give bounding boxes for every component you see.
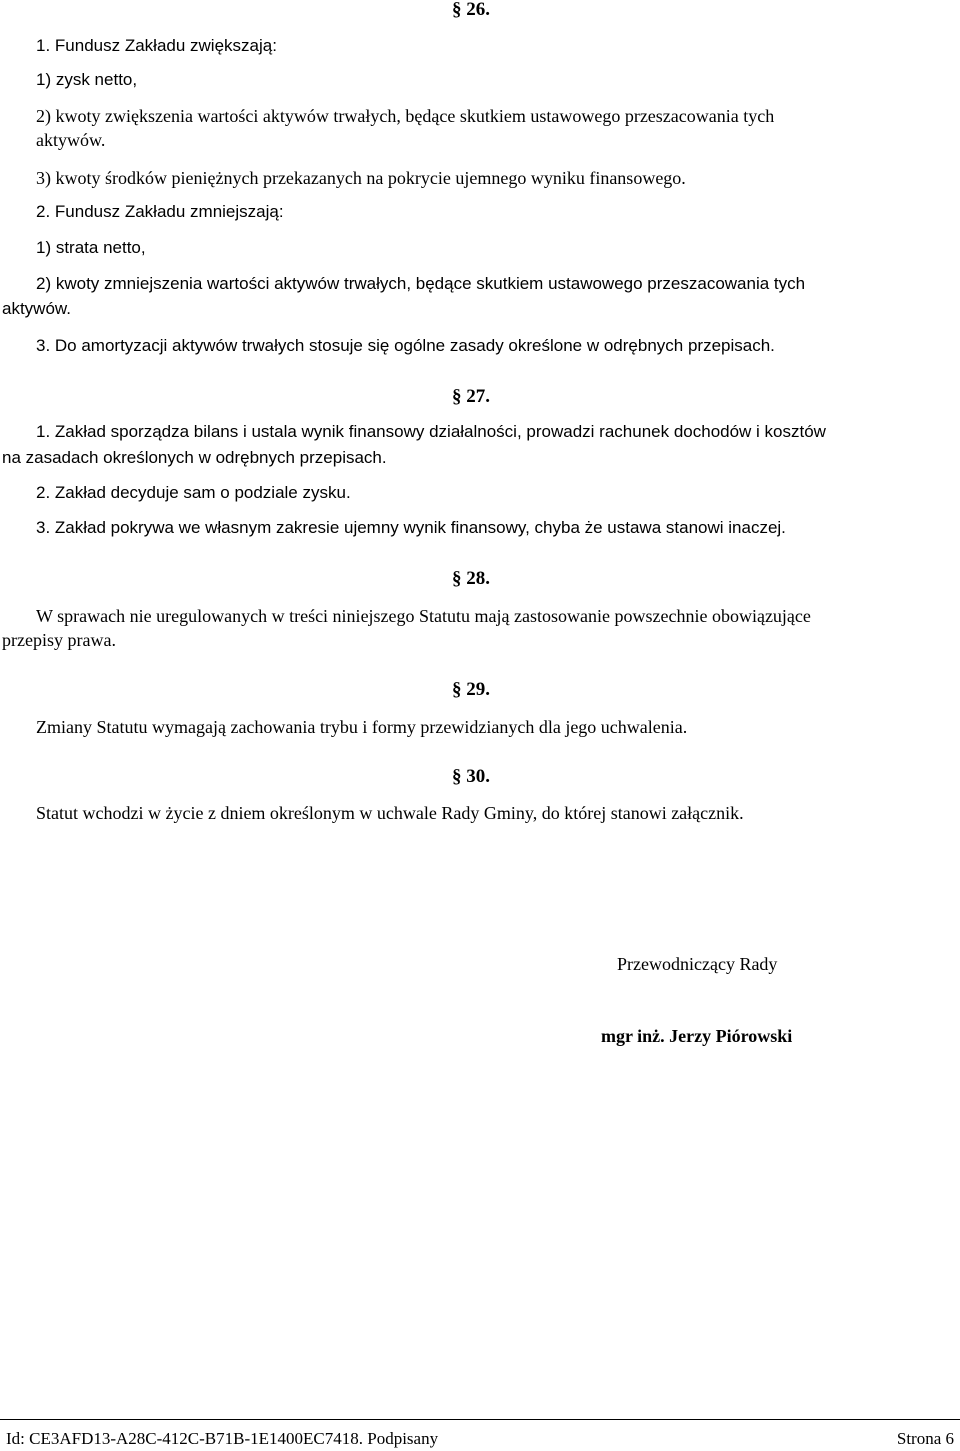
section-heading-27: § 27. [452, 386, 490, 407]
section-heading-26: § 26. [452, 0, 490, 20]
s26-point-2-title: 2. Fundusz Zakładu zmniejszają: [36, 202, 284, 221]
footer-divider [0, 1419, 960, 1420]
s27-point-3: 3. Zakład pokrywa we własnym zakresie ujemny wynik finansowy, chyba że ustawa stanowi inaczej. [36, 518, 786, 537]
signature-role: Przewodniczący Rady [617, 954, 778, 974]
section-heading-30: § 30. [452, 766, 490, 787]
s29-text: Zmiany Statutu wymagają zachowania trybu i formy przewidzianych dla jego uchwalenia. [36, 717, 688, 737]
signature-name: mgr inż. Jerzy Piórowski [601, 1026, 793, 1046]
section-heading-28: § 28. [452, 568, 490, 589]
section-heading-29: § 29. [452, 679, 490, 700]
s26-point-1-item-3: 3) kwoty środków pieniężnych przekazanych na pokrycie ujemnego wyniku finansowego. [36, 168, 686, 188]
s26-point-1-title: 1. Fundusz Zakładu zwiększają: [36, 36, 277, 55]
s26-point-1-item-2-line-1: 2) kwoty zwiększenia wartości aktywów trwałych, będące skutkiem ustawowego przeszacowania tych [36, 106, 775, 126]
s26-point-2-item-2-line-2: aktywów. [2, 299, 71, 318]
s27-point-1-line-2: na zasadach określonych w odrębnych przepisach. [2, 448, 387, 467]
s26-point-3: 3. Do amortyzacji aktywów trwałych stosuje się ogólne zasady określone w odrębnych przepisach. [36, 336, 775, 355]
s26-point-1-item-2-line-2: aktywów. [36, 130, 106, 150]
footer-document-id: Id: CE3AFD13-A28C-412C-B71B-1E1400EC7418. Podpisany [6, 1429, 439, 1448]
s26-point-1-item-1: 1) zysk netto, [36, 70, 138, 89]
s26-point-2-item-1: 1) strata netto, [36, 238, 146, 257]
footer-page-number: Strona 6 [896, 1429, 954, 1448]
s30-text: Statut wchodzi w życie z dniem określonym w uchwale Rady Gminy, do której stanowi załącznik. [36, 803, 744, 823]
s28-text-line-2: przepisy prawa. [2, 630, 116, 650]
s28-text-line-1: W sprawach nie uregulowanych w treści niniejszego Statutu mają zastosowanie powszechnie obowiązujące [36, 606, 811, 626]
s27-point-2: 2. Zakład decyduje sam o podziale zysku. [36, 483, 351, 502]
s26-point-2-item-2-line-1: 2) kwoty zmniejszenia wartości aktywów trwałych, będące skutkiem ustawowego przeszacowania tych [36, 274, 806, 293]
s27-point-1-line-1: 1. Zakład sporządza bilans i ustala wynik finansowy działalności, prowadzi rachunek dochodów i kosztów [36, 422, 826, 441]
